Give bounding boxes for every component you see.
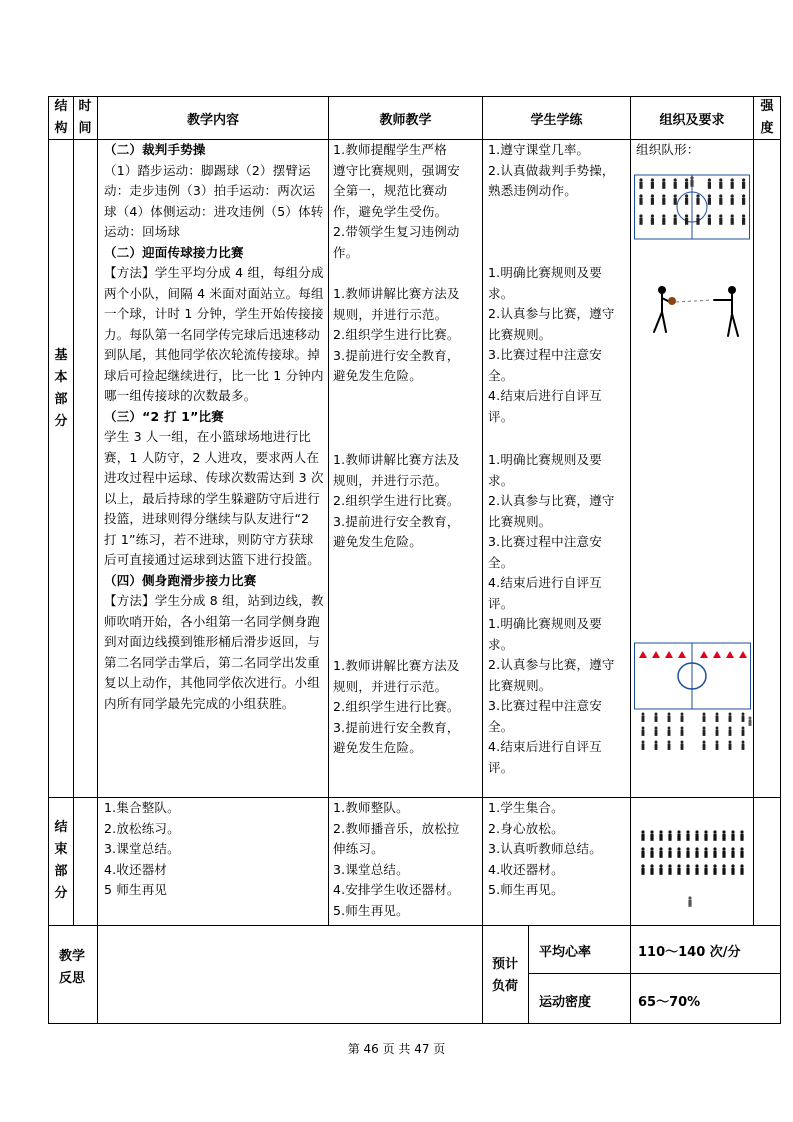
student-figure xyxy=(674,178,677,188)
activity-description: 【方法】学生平均分成 4 组，每组分成两个小队，间隔 4 米面对面站立。每组一个球，计时 1 分钟，学生开始传接接力。每队第一名同学传完球后迅速移动到队尾，其他同学依次轮流传接球。掉球后可捡起继续进行，比一比 1 分钟内哪一组传接球的次数最多。 xyxy=(104,265,324,403)
student-figure xyxy=(668,830,671,840)
student-figure xyxy=(642,713,645,722)
student-figure xyxy=(641,847,644,857)
student-figure xyxy=(703,727,706,736)
end-student-practice xyxy=(488,798,628,901)
step-line: 4.结束后进行自评互 xyxy=(488,575,602,590)
basic-student-practice xyxy=(488,140,628,795)
student-figure xyxy=(695,847,698,857)
student-figure xyxy=(704,830,707,840)
step-line: 4.收还器材。 xyxy=(488,861,564,877)
student-figure xyxy=(696,214,699,224)
step-line: 1.遵守课堂几率。 xyxy=(488,142,590,157)
step-line: 避免发生危险。 xyxy=(333,368,422,383)
student-figure xyxy=(662,214,665,224)
step-line: 3.比赛过程中注意安 xyxy=(488,698,602,713)
basic-teaching-content xyxy=(104,140,324,714)
step-line: 3.提前进行安全教育， xyxy=(333,719,460,735)
student-figure xyxy=(651,194,654,204)
reflection-label: 教学 反思 xyxy=(58,949,85,986)
student-figure xyxy=(668,847,671,857)
step-line: 1.教师整队。 xyxy=(333,800,409,815)
formation-diagram-relay xyxy=(634,642,754,762)
formation-diagram-court xyxy=(634,174,751,240)
student-figure xyxy=(719,214,722,224)
student-figure xyxy=(749,717,752,726)
step-line: 1.明确比赛规则及要 xyxy=(488,452,602,467)
step-line: 4.安排学生收还器材。 xyxy=(333,882,460,897)
step-line: 3.课堂总结。 xyxy=(104,841,180,856)
step-line: 评。 xyxy=(488,595,514,611)
section-label-basic: 基 本 部 分 xyxy=(54,348,68,429)
student-figure xyxy=(662,178,665,188)
step-line: 3.比赛过程中注意安 xyxy=(488,534,602,549)
step-line: 3.认真听教师总结。 xyxy=(488,841,602,856)
student-figure xyxy=(642,741,645,750)
student-figure xyxy=(740,830,743,840)
student-figure xyxy=(731,178,734,188)
student-figure xyxy=(668,741,671,750)
header-content: 教学内容 xyxy=(186,113,239,128)
step-line: 作，避免学生受伤。 xyxy=(333,203,448,219)
step-line: 评。 xyxy=(488,759,514,775)
student-figure xyxy=(703,741,706,750)
step-line: 2.身心放松。 xyxy=(488,820,564,836)
cone-marker xyxy=(713,651,721,658)
step-line: 评。 xyxy=(488,408,514,424)
step-line: 4.结束后进行自评互 xyxy=(488,739,602,754)
step-line: 遵守比赛规则，强调安 xyxy=(333,162,461,178)
activity-title: （二）裁判手势操 xyxy=(104,142,206,157)
header-structure: 结 构 xyxy=(54,99,68,136)
student-figure xyxy=(668,727,671,736)
basic-teacher-teaching xyxy=(333,140,481,795)
student-figure xyxy=(650,847,653,857)
header-teacher: 教师教学 xyxy=(379,113,432,128)
cone-marker xyxy=(700,651,708,658)
header-time: 时 间 xyxy=(78,99,92,136)
avg-heart-rate-label: 平均心率 xyxy=(539,945,592,960)
student-figure xyxy=(659,830,662,840)
student-figure xyxy=(639,178,642,188)
cone-marker xyxy=(739,651,747,658)
student-figure xyxy=(708,214,711,224)
step-line: 3.提前进行安全教育， xyxy=(333,347,460,363)
student-figure xyxy=(696,194,699,204)
student-figure xyxy=(639,214,642,224)
step-line: 2.组织学生进行比赛。 xyxy=(333,493,460,508)
step-group xyxy=(333,284,481,387)
student-figure xyxy=(681,713,684,722)
student-figure xyxy=(674,214,677,224)
step-line: 全。 xyxy=(488,718,514,734)
step-line: 1.教师提醒学生严格 xyxy=(333,142,447,157)
avg-heart-rate-value: 110～140 次/分 xyxy=(638,945,741,960)
student-figure xyxy=(716,741,719,750)
passing-drill-figure xyxy=(644,282,744,342)
step-line: 2.带领学生复习违例动 xyxy=(333,224,460,239)
student-figure xyxy=(686,847,689,857)
step-line: 全第一，规范比赛动 xyxy=(333,183,448,198)
step-line: 2.认真做裁判手势操， xyxy=(488,162,615,178)
step-line: 1.明确比赛规则及要 xyxy=(488,616,602,631)
student-figure xyxy=(668,713,671,722)
step-line: 5.师生再见。 xyxy=(333,902,409,918)
step-group xyxy=(333,656,481,759)
step-line: 避免发生危险。 xyxy=(333,740,422,755)
student-figure xyxy=(681,741,684,750)
student-figure xyxy=(742,727,745,736)
header-intensity: 强 度 xyxy=(760,99,774,136)
cone-marker xyxy=(726,651,734,658)
section-label-end: 结 束 部 分 xyxy=(54,820,68,901)
step-line: 2.放松练习。 xyxy=(104,820,180,836)
step-line: 2.组织学生进行比赛。 xyxy=(333,699,460,714)
student-figure xyxy=(703,713,706,722)
end-teacher-teaching xyxy=(333,798,481,921)
student-figure xyxy=(677,847,680,857)
activity-description: （1）踏步运动：脚踢球（2）摆臂运动：走步违例（3）拍手运动：两次运球（4）体侧运动：进攻违例（5）体转运动：回场球 xyxy=(104,162,324,239)
student-figure xyxy=(685,214,688,224)
student-figure xyxy=(722,830,725,840)
student-figure xyxy=(690,176,693,186)
step-line: 2.教师播音乐，放松拉 xyxy=(333,820,460,836)
student-figure xyxy=(713,864,716,874)
step-line: 比赛规则。 xyxy=(488,513,552,529)
cone-marker xyxy=(652,651,660,658)
student-figure xyxy=(685,194,688,204)
student-figure xyxy=(731,830,734,840)
step-line: 熟悉违例动作。 xyxy=(488,183,577,198)
student-figure xyxy=(742,713,745,722)
step-line: 1.集合整队。 xyxy=(104,800,180,815)
student-figure xyxy=(642,727,645,736)
student-figure xyxy=(716,713,719,722)
step-line: 规则，并进行示范。 xyxy=(333,472,448,488)
step-line: 1.明确比赛规则及要 xyxy=(488,265,602,280)
step-line: 3.比赛过程中注意安 xyxy=(488,347,602,362)
student-figure xyxy=(655,727,658,736)
org-label: 组织队形： xyxy=(636,142,700,157)
student-figure xyxy=(740,864,743,874)
activity-title: （三）“2 打 1”比赛 xyxy=(104,408,224,424)
student-figure xyxy=(659,864,662,874)
student-figure xyxy=(681,727,684,736)
step-line: 规则，并进行示范。 xyxy=(333,678,448,694)
student-figure xyxy=(740,847,743,857)
step-line: 5.师生再见。 xyxy=(488,882,564,897)
step-line: 1.学生集合。 xyxy=(488,800,564,815)
step-line: 5 师生再见 xyxy=(104,882,168,897)
activity-description: 【方法】学生分成 8 组，站到边线，教师吹哨开始，各小组第一名同学侧身跑到对面边线摸到锥形桶后滑步返回，与第二名同学击掌后，第二名同学出发重复以上动作，其他同学依次进行。小组内所有同学最先完成的小组获胜。 xyxy=(104,593,324,711)
exercise-density-label: 运动密度 xyxy=(539,995,592,1010)
step-line: 求。 xyxy=(488,285,514,301)
formation-diagram-assembly xyxy=(638,828,748,914)
step-line: 全。 xyxy=(488,367,514,383)
activity-title: （二）迎面传球接力比赛 xyxy=(104,244,244,260)
student-figure xyxy=(651,214,654,224)
student-figure xyxy=(742,741,745,750)
student-figure xyxy=(668,864,671,874)
step-line: 避免发生危险。 xyxy=(333,534,422,549)
student-figure xyxy=(719,178,722,188)
step-line: 2.认真参与比赛，遵守 xyxy=(488,493,615,508)
student-figure xyxy=(650,830,653,840)
activity-title: （四）侧身跑滑步接力比赛 xyxy=(104,572,257,588)
student-figure xyxy=(674,194,677,204)
student-figure xyxy=(677,864,680,874)
student-figure xyxy=(650,864,653,874)
step-group xyxy=(333,450,481,553)
step-group xyxy=(488,140,628,202)
student-figure xyxy=(742,194,745,204)
student-figure xyxy=(729,741,732,750)
step-line: 比赛规则。 xyxy=(488,326,552,342)
header-student: 学生学练 xyxy=(530,113,583,128)
step-group xyxy=(488,450,628,778)
student-figure xyxy=(742,178,745,188)
student-figure xyxy=(713,847,716,857)
cone-marker xyxy=(678,651,686,658)
step-line: 全。 xyxy=(488,554,514,570)
step-line: 2.认真参与比赛，遵守 xyxy=(488,306,615,321)
student-figure xyxy=(731,864,734,874)
student-figure xyxy=(659,847,662,857)
student-figure xyxy=(641,864,644,874)
expected-load-label: 预计 负荷 xyxy=(491,957,518,994)
student-figure xyxy=(655,741,658,750)
step-line: 比赛规则。 xyxy=(488,677,552,693)
step-line: 求。 xyxy=(488,472,514,488)
student-figure xyxy=(655,713,658,722)
student-figure xyxy=(742,214,745,224)
step-line: 规则，并进行示范。 xyxy=(333,306,448,322)
student-figure xyxy=(719,194,722,204)
step-line: 1.教师讲解比赛方法及 xyxy=(333,658,460,673)
end-teaching-content xyxy=(104,798,324,901)
student-figure xyxy=(731,194,734,204)
student-figure xyxy=(686,830,689,840)
student-figure xyxy=(731,214,734,224)
exercise-density-value: 65～70% xyxy=(638,995,701,1010)
student-figure xyxy=(708,194,711,204)
step-line: 2.组织学生进行比赛。 xyxy=(333,327,460,342)
student-figure xyxy=(716,727,719,736)
page-number: 第 46 页 共 47 页 xyxy=(347,1042,446,1056)
student-figure xyxy=(677,830,680,840)
student-figure xyxy=(704,847,707,857)
student-figure xyxy=(731,847,734,857)
student-figure xyxy=(651,178,654,188)
step-line: 3.提前进行安全教育， xyxy=(333,513,460,529)
student-figure xyxy=(639,194,642,204)
student-figure xyxy=(708,178,711,188)
student-figure xyxy=(704,864,707,874)
cone-marker xyxy=(639,651,647,658)
step-group xyxy=(488,263,628,427)
step-group xyxy=(333,140,481,263)
student-figure xyxy=(722,864,725,874)
step-line: 3.课堂总结。 xyxy=(333,861,409,877)
student-figure xyxy=(729,727,732,736)
cone-marker xyxy=(665,651,673,658)
student-figure xyxy=(641,830,644,840)
student-figure xyxy=(686,864,689,874)
student-figure xyxy=(685,178,688,188)
student-figure xyxy=(722,847,725,857)
step-line: 1.教师讲解比赛方法及 xyxy=(333,286,460,301)
activity-description: 学生 3 人一组，在小篮球场地进行比赛，1 人防守，2 人进攻，要求两人在进攻过程中运球、传球次数需达到 3 次以上，最后持球的学生躲避防守后进行投篮，进球则得分继续与队友进行“2 打 1”练习，若不进球，则防守方获球后可直接通过运球到达篮下进行投篮。 xyxy=(104,429,324,567)
student-figure xyxy=(695,830,698,840)
step-line: 4.收还器材 xyxy=(104,861,168,877)
step-line: 1.教师讲解比赛方法及 xyxy=(333,452,460,467)
header-organization: 组织及要求 xyxy=(659,113,725,128)
step-line: 伸练习。 xyxy=(333,841,384,856)
student-figure xyxy=(713,830,716,840)
student-figure xyxy=(695,864,698,874)
student-figure xyxy=(662,194,665,204)
step-line: 求。 xyxy=(488,636,514,652)
student-figure xyxy=(688,896,691,906)
step-line: 2.认真参与比赛，遵守 xyxy=(488,657,615,672)
step-line: 作。 xyxy=(333,244,359,260)
step-line: 4.结束后进行自评互 xyxy=(488,388,602,403)
student-figure xyxy=(729,713,732,722)
